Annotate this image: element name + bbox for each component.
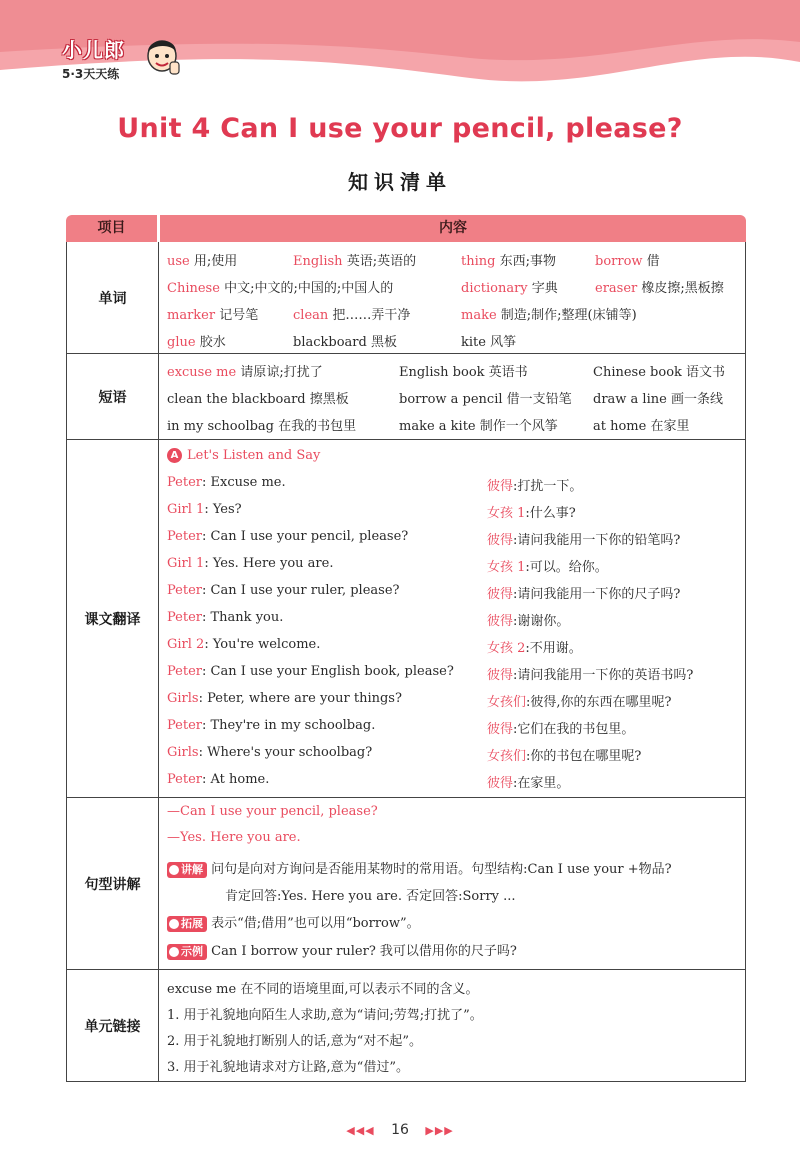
dialogue-line-zh <box>487 583 680 602</box>
dialogue-line-zh <box>487 610 569 629</box>
page-number: 16 <box>391 1122 409 1138</box>
prev-arrows-icon: ◀◀◀ <box>346 1124 375 1137</box>
utterance-zh: :请问我能用一下你的尺子吗? <box>513 587 681 602</box>
dialogue-line-en <box>167 772 269 787</box>
row-label-words: 单词 <box>67 242 159 353</box>
example-badge: 示例 <box>167 944 207 960</box>
extend-icon <box>169 919 179 929</box>
row-phrases <box>66 354 746 440</box>
dialogue-line-en <box>167 691 402 706</box>
unit-title: Unit 4 Can I use your pencil, please? <box>117 113 683 144</box>
utterance-zh: :彼得,你的东西在哪里呢? <box>526 695 672 710</box>
speaker-en: Peter <box>167 718 202 733</box>
utterance-zh: :它们在我的书包里。 <box>513 722 635 737</box>
word-zh: 记号笔 <box>219 308 259 323</box>
translation-cell <box>167 440 739 797</box>
row-link <box>66 970 746 1082</box>
speaker-zh: 彼得 <box>487 614 514 629</box>
speaker-en: Peter <box>167 529 202 544</box>
speaker-zh: 彼得 <box>487 479 514 494</box>
word-en: Chinese <box>167 281 220 296</box>
utterance-zh: :什么事? <box>525 506 576 521</box>
word-zh: 胶水 <box>199 335 226 350</box>
extend-line: 拓展 表示“借;借用”也可以用“borrow”。 <box>167 912 420 932</box>
link-item: 2. 用于礼貌地打断别人的话,意为“对不起”。 <box>167 1034 422 1049</box>
speaker-en: Girl 1 <box>167 502 205 517</box>
dialogue-line-zh <box>487 637 582 656</box>
phrase-entry: excuse me 请原谅;打扰了 <box>167 365 323 380</box>
word-en: glue <box>167 335 196 350</box>
word-zh: 把……弄干净 <box>332 308 411 323</box>
row-translation <box>66 440 746 798</box>
word-en: dictionary <box>461 281 528 296</box>
speaker-zh: 彼得 <box>487 668 514 683</box>
extend-badge: 拓展 <box>167 916 207 932</box>
word-zh: 借 <box>646 254 660 269</box>
header-item: 项目 <box>66 215 157 242</box>
word-entry: kite 风筝 <box>461 335 517 350</box>
dialogue-line-zh <box>487 718 634 737</box>
explain-icon <box>169 865 179 875</box>
utterance-en: : They're in my schoolbag. <box>202 718 376 733</box>
link-item: 3. 用于礼貌地请求对方让路,意为“借过”。 <box>167 1060 409 1075</box>
word-zh: 英语;英语的 <box>346 254 417 269</box>
utterance-zh: :在家里。 <box>513 776 570 791</box>
speaker-zh: 女孩 1 <box>487 560 526 575</box>
mascot-boy-icon <box>142 32 182 80</box>
dialogue-line-zh <box>487 745 641 764</box>
phrase-entry: make a kite 制作一个风筝 <box>399 419 558 434</box>
utterance-en: : Can I use your ruler, please? <box>202 583 400 598</box>
dialogue-line-en <box>167 556 333 571</box>
utterance-en: : Excuse me. <box>202 475 286 490</box>
utterance-en: : Where's your schoolbag? <box>198 745 373 760</box>
dialogue-line-en <box>167 637 320 652</box>
speaker-zh: 女孩 2 <box>487 641 526 656</box>
speaker-zh: 彼得 <box>487 722 514 737</box>
dialogue-line-en <box>167 502 242 517</box>
phrase-entry: borrow a pencil 借一支铅笔 <box>399 392 572 407</box>
utterance-zh: :可以。给你。 <box>525 560 608 575</box>
utterance-en: : Can I use your pencil, please? <box>202 529 409 544</box>
speaker-en: Girls <box>167 745 199 760</box>
utterance-en: : Yes. Here you are. <box>204 556 334 571</box>
speaker-en: Girls <box>167 691 199 706</box>
row-label-phrases: 短语 <box>67 354 159 439</box>
speaker-en: Peter <box>167 475 202 490</box>
word-entry: blackboard 黑板 <box>293 335 397 350</box>
word-en: eraser <box>595 281 638 296</box>
utterance-zh: :请问我能用一下你的英语书吗? <box>513 668 694 683</box>
dialogue-line-zh <box>487 529 680 548</box>
utterance-zh: :谢谢你。 <box>513 614 570 629</box>
word-en: marker <box>167 308 216 323</box>
dialogue-line-en <box>167 529 408 544</box>
word-entry <box>167 331 226 350</box>
word-zh: 用;使用 <box>193 254 238 269</box>
row-sentence <box>66 798 746 970</box>
speaker-en: Peter <box>167 583 202 598</box>
speaker-zh: 女孩 1 <box>487 506 526 521</box>
logo-main-text: 小儿郎 <box>62 38 125 62</box>
utterance-en: : Can I use your English book, please? <box>202 664 454 679</box>
word-zh: 橡皮擦;黑板擦 <box>641 281 724 296</box>
phrase-entry: English book 英语书 <box>399 365 528 380</box>
speaker-zh: 女孩们 <box>487 749 527 764</box>
word-entry <box>293 250 416 269</box>
page-footer <box>0 1122 800 1138</box>
example-line: 示例 Can I borrow your ruler? 我可以借用你的尺子吗? <box>167 940 517 960</box>
row-label-link: 单元链接 <box>67 970 159 1081</box>
sentence-answer: —Yes. Here you are. <box>167 830 301 845</box>
explain-line-2: 肯定回答:Yes. Here you are. 否定回答:Sorry ... <box>225 889 516 904</box>
word-en: use <box>167 254 190 269</box>
phrase-entry: draw a line 画一条线 <box>593 392 723 407</box>
dialogue-line-zh <box>487 772 569 791</box>
section-title: 知识清单 <box>348 170 452 194</box>
utterance-zh: :请问我能用一下你的铅笔吗? <box>513 533 681 548</box>
dialogue-line-en <box>167 583 400 598</box>
speaker-en: Girl 1 <box>167 556 205 571</box>
word-entry <box>461 277 558 296</box>
speaker-en: Peter <box>167 664 202 679</box>
word-en: clean <box>293 308 329 323</box>
brand-logo <box>62 34 125 82</box>
logo-sub-text: 5·3天天练 <box>62 67 120 81</box>
word-entry <box>595 277 724 296</box>
link-cell <box>167 970 739 1081</box>
word-entry <box>167 250 237 269</box>
dialogue-section-title: A Let's Listen and Say <box>167 448 320 463</box>
dialogue-line-en <box>167 610 283 625</box>
link-intro: excuse me 在不同的语境里面,可以表示不同的含义。 <box>167 982 479 997</box>
word-entry <box>167 304 258 323</box>
row-label-sentence: 句型讲解 <box>67 798 159 969</box>
dialogue-line-zh <box>487 556 608 575</box>
utterance-en: : At home. <box>202 772 270 787</box>
speaker-en: Peter <box>167 772 202 787</box>
utterance-en: : Peter, where are your things? <box>198 691 402 706</box>
word-entry <box>167 277 393 296</box>
section-a-icon: A <box>167 448 182 463</box>
utterance-en: : Yes? <box>204 502 242 517</box>
dialogue-line-zh <box>487 664 693 683</box>
speaker-zh: 彼得 <box>487 776 514 791</box>
dialogue-line-en <box>167 718 375 733</box>
speaker-en: Girl 2 <box>167 637 205 652</box>
speaker-zh: 彼得 <box>487 533 514 548</box>
utterance-zh: :不用谢。 <box>525 641 582 656</box>
phrases-cell <box>167 354 739 439</box>
word-en: borrow <box>595 254 643 269</box>
word-en: make <box>461 308 497 323</box>
word-zh: 东西;事物 <box>499 254 556 269</box>
speaker-zh: 女孩们 <box>487 695 527 710</box>
row-words <box>66 242 746 354</box>
sentence-cell <box>167 798 739 969</box>
explain-line: 讲解 问句是向对方询问是否能用某物时的常用语。句型结构:Can I use your +物品? <box>167 858 672 878</box>
explain-badge: 讲解 <box>167 862 207 878</box>
word-zh: 中文;中文的;中国的;中国人的 <box>224 281 394 296</box>
word-entry <box>461 304 637 323</box>
utterance-en: : You're welcome. <box>204 637 321 652</box>
word-en: English <box>293 254 343 269</box>
utterance-zh: :你的书包在哪里呢? <box>526 749 642 764</box>
example-icon <box>169 947 179 957</box>
speaker-en: Peter <box>167 610 202 625</box>
knowledge-table <box>66 215 746 1082</box>
dialogue-line-en <box>167 475 286 490</box>
dialogue-line-en <box>167 664 454 679</box>
word-entry <box>595 250 660 269</box>
word-en: thing <box>461 254 496 269</box>
phrase-entry: clean the blackboard 擦黑板 <box>167 392 349 407</box>
word-entry <box>293 304 410 323</box>
speaker-zh: 彼得 <box>487 587 514 602</box>
word-zh: 字典 <box>531 281 558 296</box>
phrase-entry: Chinese book 语文书 <box>593 365 726 380</box>
link-item: 1. 用于礼貌地向陌生人求助,意为“请问;劳驾;打扰了”。 <box>167 1008 483 1023</box>
dialogue-line-en <box>167 745 372 760</box>
header-content: 内容 <box>160 215 746 242</box>
phrase-entry: in my schoolbag 在我的书包里 <box>167 419 357 434</box>
row-label-translation: 课文翻译 <box>67 440 159 797</box>
phrase-entry: at home 在家里 <box>593 419 690 434</box>
utterance-en: : Thank you. <box>202 610 284 625</box>
sentence-question: —Can I use your pencil, please? <box>167 804 378 819</box>
word-entry <box>461 250 556 269</box>
dialogue-line-zh <box>487 691 672 710</box>
utterance-zh: :打扰一下。 <box>513 479 583 494</box>
dialogue-line-zh <box>487 502 576 521</box>
words-cell <box>167 242 739 353</box>
next-arrows-icon: ▶▶▶ <box>425 1124 454 1137</box>
word-zh: 制造;制作;整理(床铺等) <box>500 308 637 323</box>
dialogue-line-zh <box>487 475 582 494</box>
